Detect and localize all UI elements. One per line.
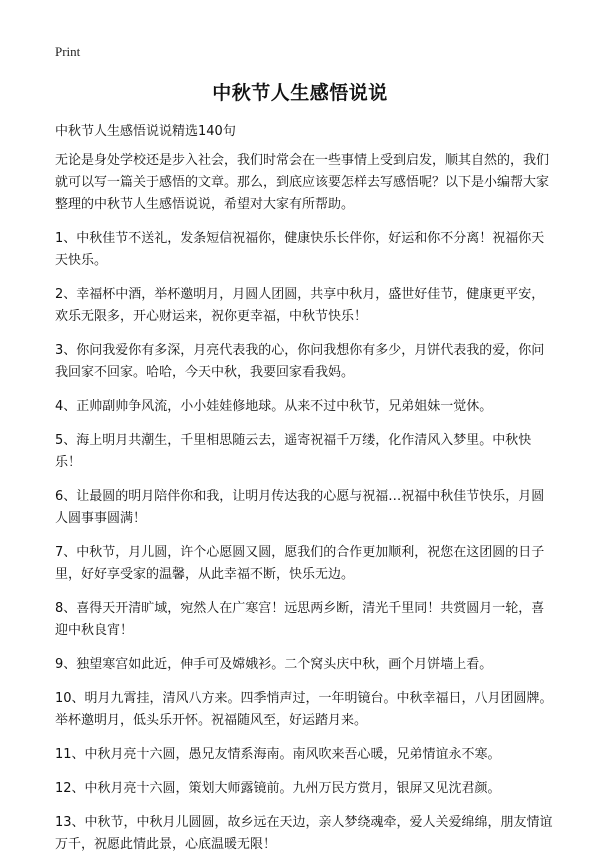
list-item: 5、海上明月共潮生，千里相思随云去，遥寄祝福千万缕，化作清风入梦里。中秋快乐！ (55, 433, 532, 470)
list-item: 11、中秋月亮十六圆，愚兄友情系海南。南风吹来吾心暖，兄弟情谊永不寒。 (55, 747, 501, 762)
list-item: 8、喜得天开清旷域，宛然人在广寒宫！远思两乡断，清光千里同！共赏圆月一轮，喜迎中秋良宵！ (55, 601, 545, 638)
list-item: 9、独望寒宫如此近，伸手可及嫦娥衫。二个窝头庆中秋，画个月饼墙上看。 (55, 657, 493, 672)
article-body (55, 150, 553, 868)
list-item: 13、中秋节，中秋月儿圆圆，故乡远在天边，亲人梦绕魂牵，爱人关爱绵绵，朋友情谊万千，祝愿此情此景，心底温暖无限！ (55, 815, 553, 852)
list-item: 2、幸福杯中酒，举杯邀明月，月圆人团圆，共享中秋月，盛世好佳节，健康更平安，欢乐无限多，开心财运来，祝你更幸福，中秋节快乐！ (55, 287, 545, 324)
page-title: 中秋节人生感悟说说 (212, 82, 388, 104)
list-item: 1、中秋佳节不送礼，发条短信祝福你，健康快乐长伴你，好运和你不分离！祝福你天天快乐。 (55, 231, 545, 268)
print-link[interactable]: Print (55, 44, 81, 59)
list-item: 4、正帅副帅争风流，小小娃娃修地球。从来不过中秋节，兄弟姐妹一觉休。 (55, 399, 493, 414)
list-item: 7、中秋节，月儿圆，许个心愿圆又圆，愿我们的合作更加顺利，祝您在这团圆的日子里，好好享受家的温馨，从此幸福不断，快乐无边。 (55, 545, 545, 582)
intro-paragraph: 无论是身处学校还是步入社会，我们时常会在一些事情上受到启发，顺其自然的，我们就可以写一篇关于感悟的文章。那么，到底应该要怎样去写感悟呢？以下是小编帮大家整理的中秋节人生感悟说说，希望对大家有所帮助。 (55, 153, 550, 212)
subtitle: 中秋节人生感悟说说精选140句 (55, 124, 236, 139)
list-item: 10、明月九霄挂，清风八方来。四季悄声过，一年明镜台。中秋幸福日，八月团圆牌。举杯邀明月，低头乐开怀。祝福随风至，好运踏月来。 (55, 691, 553, 728)
list-item: 6、让最圆的明月陪伴你和我，让明月传达我的心愿与祝福…祝福中秋佳节快乐，月圆人圆事事圆满！ (55, 489, 545, 526)
list-item: 3、你问我爱你有多深，月亮代表我的心，你问我想你有多少，月饼代表我的爱，你问我回家不回家。哈哈，今天中秋，我要回家看我妈。 (55, 343, 545, 380)
list-item: 12、中秋月亮十六圆，策划大师露镜前。九州万民方赏月，银屏又见沈君颜。 (55, 781, 501, 796)
